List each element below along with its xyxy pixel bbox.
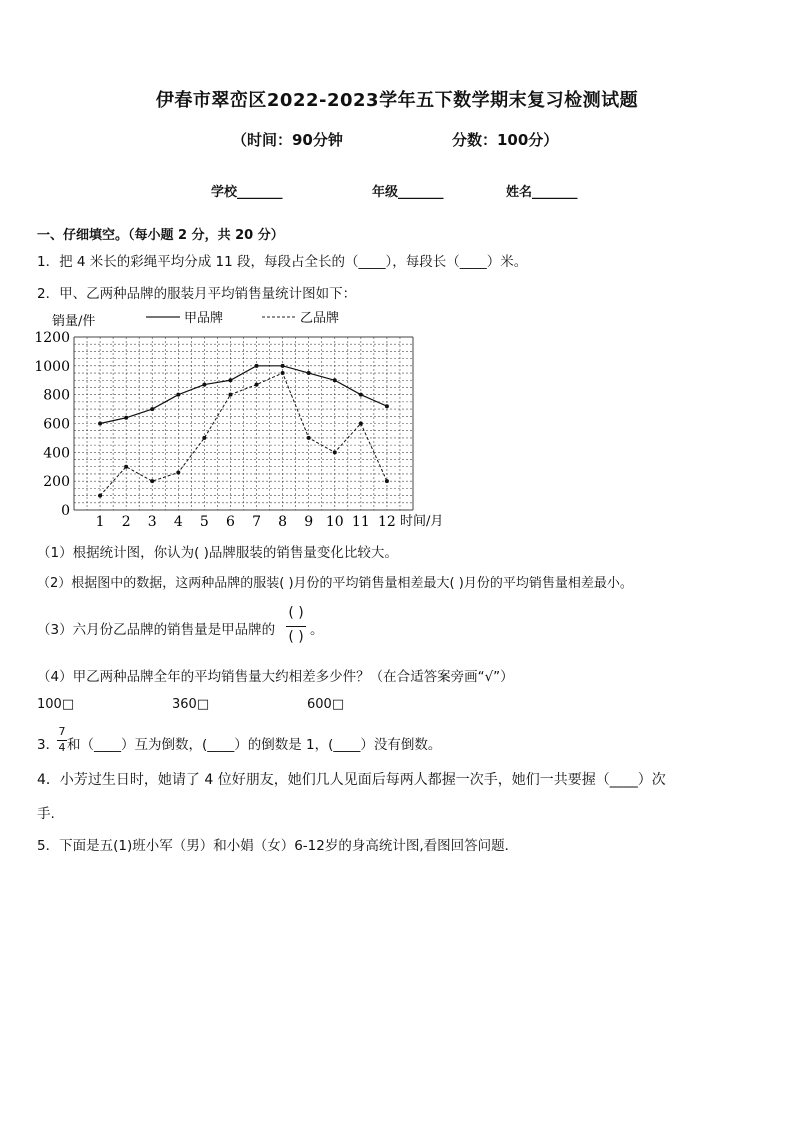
x-axis-label: 时间/月: [400, 514, 444, 529]
data-point-yi: [98, 494, 102, 498]
question-2-part-4: （4）甲乙两种品牌全年的平均销售量大约相差多少件？（在合适答案旁画“√”）: [37, 669, 514, 685]
option-360: 360□: [172, 697, 210, 712]
question-1: 1．把 4 米长的彩绳平均分成 11 段，每段占全长的（____），每段长（____）米。: [37, 254, 528, 270]
x-tick-label: 1: [95, 514, 105, 530]
data-point-jia: [359, 393, 363, 397]
data-point-yi: [228, 393, 232, 397]
data-point-jia: [385, 404, 389, 408]
page-title: 伊春市翠峦区2022-2023学年五下数学期末复习检测试题: [155, 90, 639, 111]
data-point-yi: [307, 436, 311, 440]
exam-score: 分数：100分）: [452, 131, 559, 149]
blank-fraction: [285, 605, 307, 649]
question-3: 和（____）互为倒数，(____）的倒数是 1，(____）没有倒数。: [67, 737, 442, 753]
fraction-denominator: ( ): [288, 629, 304, 645]
fraction-bar: [286, 626, 306, 627]
question-2-part-1: （1）根据统计图，你认为( )品牌服装的销售量变化比较大。: [37, 545, 398, 561]
data-point-yi: [150, 479, 154, 483]
chart-ticks: [34, 330, 395, 530]
data-point-yi: [281, 371, 285, 375]
x-tick-label: 2: [121, 514, 131, 530]
data-point-jia: [255, 364, 259, 368]
grade-field: 年级_______: [372, 185, 444, 200]
data-point-jia: [228, 378, 232, 382]
x-tick-label: 6: [226, 514, 235, 530]
question-2-part-3: （3）六月份乙品牌的销售量是甲品牌的: [37, 622, 276, 638]
data-point-yi: [333, 450, 337, 454]
data-point-yi: [385, 479, 389, 483]
data-point-yi: [124, 465, 128, 469]
seven-fourths-fraction: [57, 725, 67, 759]
question-2: 2．甲、乙两种品牌的服装月平均销售量统计图如下：: [37, 286, 357, 302]
question-2-part-3-end: 。: [310, 622, 324, 638]
data-point-jia: [333, 378, 337, 382]
x-tick-label: 8: [278, 514, 288, 530]
x-tick-label: 10: [325, 514, 344, 530]
question-3-number: 3．: [37, 737, 60, 753]
data-point-yi: [359, 422, 363, 426]
x-tick-label: 12: [378, 514, 396, 530]
legend-label-jia: 甲品牌: [184, 311, 224, 326]
x-tick-label: 3: [147, 514, 157, 530]
data-point-jia: [281, 364, 285, 368]
y-tick-label: 200: [43, 474, 70, 491]
x-tick-label: 9: [304, 514, 314, 530]
question-5: 5．下面是五(1)班小军（男）和小娟（女）6-12岁的身高统计图,看图回答问题．: [37, 838, 519, 854]
data-point-jia: [202, 383, 206, 387]
option-100: 100□: [37, 697, 75, 712]
data-point-yi: [202, 436, 206, 440]
y-tick-label: 0: [61, 503, 70, 519]
fraction-denominator: 4: [58, 741, 66, 754]
sales-line-chart: [30, 305, 470, 535]
legend: [146, 310, 339, 326]
section-heading: 一、仔细填空。（每小题 2 分，共 20 分）: [37, 228, 284, 243]
data-point-yi: [176, 471, 180, 475]
name-field: 姓名_______: [506, 185, 578, 200]
question-4-line-2: 手.: [37, 806, 55, 822]
x-tick-label: 5: [199, 514, 209, 530]
data-point-jia: [124, 416, 128, 420]
y-tick-label: 1200: [34, 330, 70, 346]
x-tick-label: 11: [351, 514, 370, 530]
question-2-part-2: （2）根据图中的数据，这两种品牌的服装( )月份的平均销售量相差最大( )月份的平均销售量相差最小。: [37, 576, 633, 591]
data-point-jia: [176, 393, 180, 397]
data-point-jia: [307, 371, 311, 375]
data-point-jia: [98, 422, 102, 426]
y-tick-label: 1000: [34, 358, 70, 375]
fraction-numerator: 7: [58, 725, 66, 738]
legend-label-yi: 乙品牌: [300, 311, 340, 326]
y-tick-label: 600: [43, 416, 70, 433]
y-tick-label: 400: [43, 445, 70, 462]
question-4-line-1: 4．小芳过生日时，她请了 4 位好朋友，她们几人见面后每两人都握一次手，她们一共要握（____）次: [37, 772, 666, 788]
option-600: 600□: [307, 697, 345, 712]
fraction-numerator: ( ): [288, 605, 304, 621]
x-tick-label: 7: [252, 514, 261, 530]
x-tick-label: 4: [173, 514, 183, 530]
data-point-jia: [150, 407, 154, 411]
y-tick-label: 800: [43, 387, 70, 404]
school-field: 学校_______: [211, 185, 283, 200]
exam-time: （时间：90分钟: [232, 131, 343, 149]
y-axis-label: 销量/件: [52, 314, 96, 329]
data-point-yi: [255, 383, 259, 387]
